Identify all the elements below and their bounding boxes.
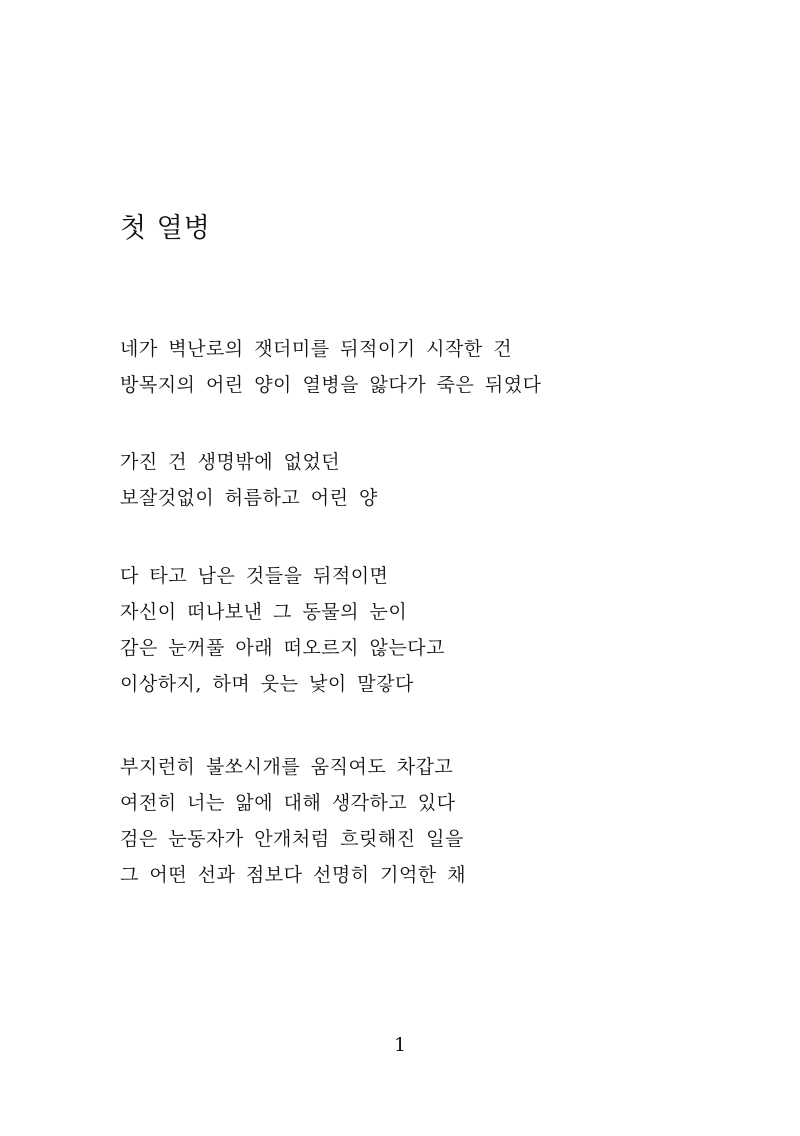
stanza-1 <box>120 331 541 403</box>
poem-line: 다 타고 남은 것들을 뒤적이면 <box>120 565 389 587</box>
poem-line: 방목지의 어린 양이 열병을 앓다가 죽은 뒤였다 <box>120 374 542 396</box>
poem-line: 감은 눈꺼풀 아래 떠오르지 않는다고 <box>120 637 445 659</box>
stanza-3 <box>120 558 445 702</box>
poem-line: 자신이 떠나보낸 그 동물의 눈이 <box>120 601 408 623</box>
stanza-4 <box>120 749 466 893</box>
poem-line: 그 어떤 선과 점보다 선명히 기억한 채 <box>120 864 467 886</box>
poem-line: 여전히 너는 앎에 대해 생각하고 있다 <box>120 792 456 814</box>
poem-line: 네가 벽난로의 잿더미를 뒤적이기 시작한 건 <box>120 338 513 360</box>
poem-line: 가진 건 생명밖에 없었던 <box>120 451 341 473</box>
page-number: 1 <box>393 1034 407 1056</box>
poem-line: 이상하지, 하며 웃는 낯이 말갛다 <box>120 673 414 695</box>
poem-line: 검은 눈동자가 안개처럼 흐릿해진 일을 <box>120 828 464 850</box>
poem-line: 부지런히 불쏘시개를 움직여도 차갑고 <box>120 756 454 778</box>
poem-line: 보잘것없이 허름하고 어린 양 <box>120 487 378 509</box>
poem-title: 첫 열병 <box>120 213 211 244</box>
stanza-2 <box>120 444 378 516</box>
